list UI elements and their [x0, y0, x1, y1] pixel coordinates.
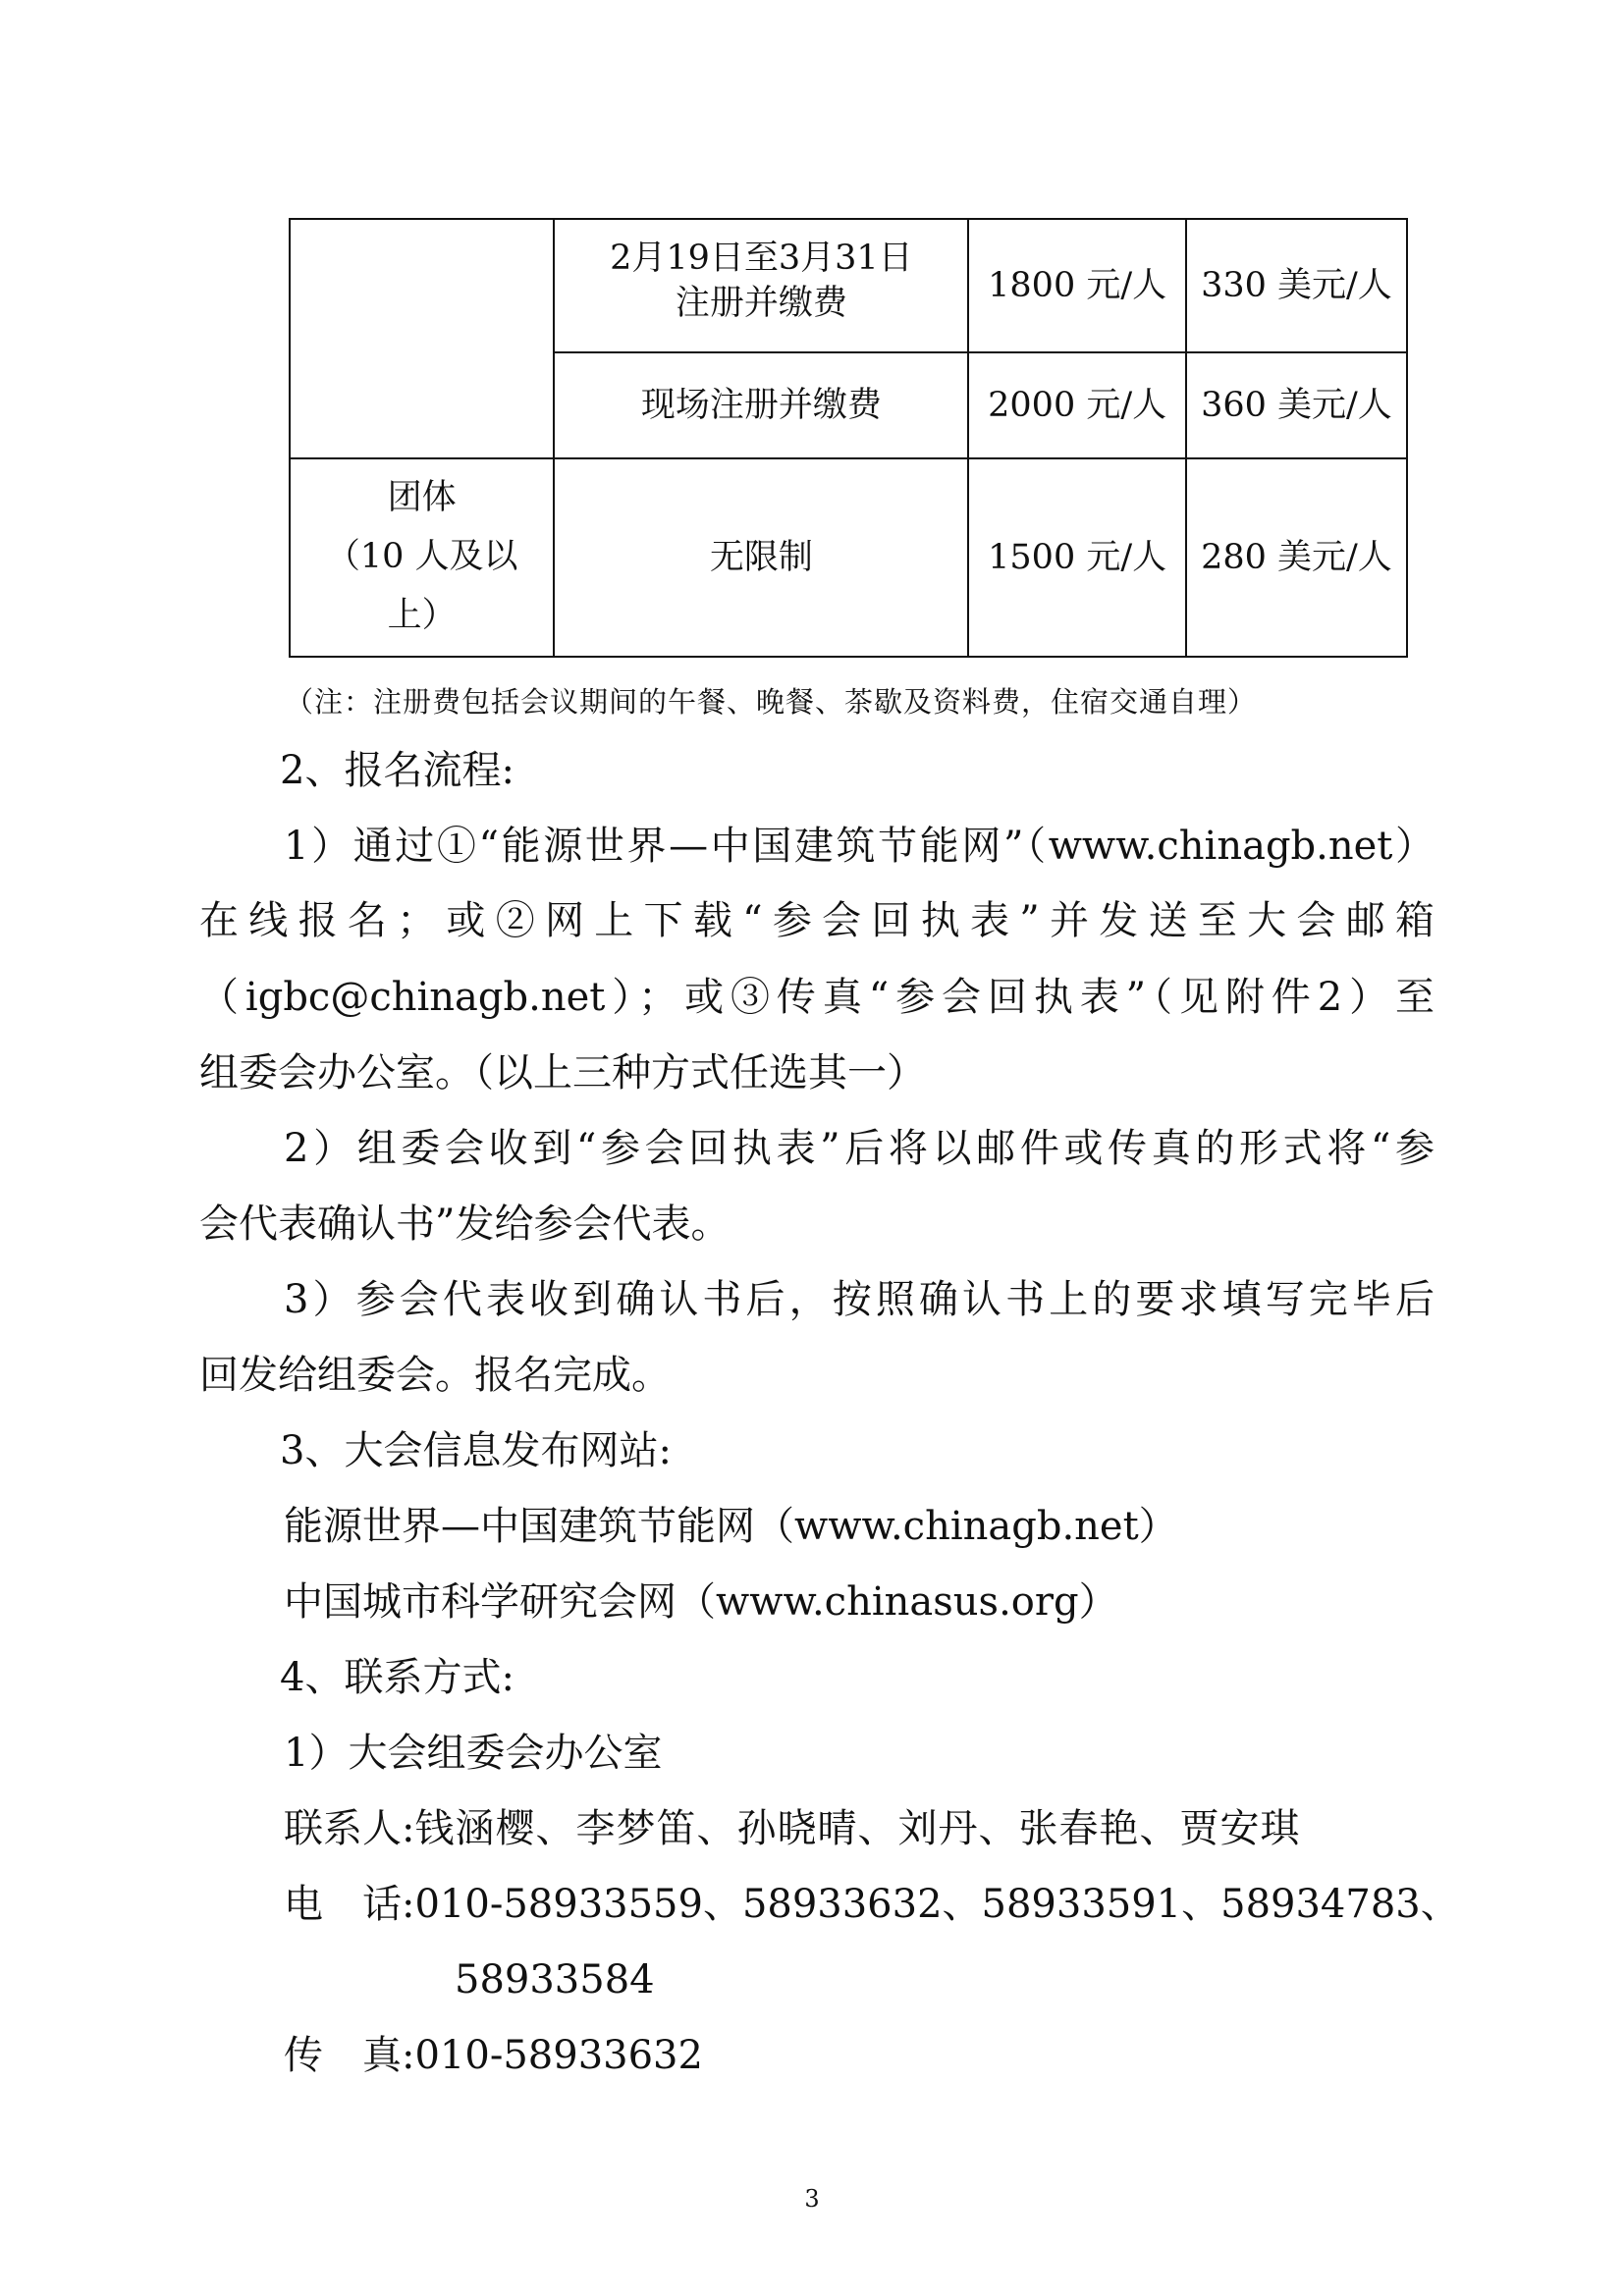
table-row	[290, 219, 1407, 352]
fee-category-cell	[290, 219, 554, 458]
contact-names: 钱涵樱、李梦笛、孙晓晴、刘丹、张春艳、贾安琪	[414, 1806, 1301, 1851]
fee-usd-cell: 280 美元/人	[1186, 458, 1407, 657]
fax-label: 传 真:	[284, 2033, 415, 2078]
contact-line	[284, 1804, 1300, 1853]
section-heading: 3、大会信息发布网站:	[280, 1428, 672, 1473]
step3-line: 3）参会代表收到确认书后，按照确认书上的要求填写完毕后	[284, 1277, 1435, 1322]
section-heading: 4、联系方式:	[280, 1655, 514, 1700]
page-number: 3	[804, 2185, 820, 2213]
fee-usd-cell: 330 美元/人	[1186, 219, 1407, 352]
step1-line: 1）通过①“能源世界—中国建筑节能网”（www.chinagb.net）	[284, 824, 1435, 869]
step2-line: 2）组委会收到“参会回执表”后将以邮件或传真的形式将“参	[284, 1126, 1435, 1171]
phone-label: 电 话:	[284, 1882, 415, 1927]
section-heading: 2、报名流程:	[280, 748, 514, 793]
step1-line: 在线报名；或②网上下载“参会回执表”并发送至大会邮箱	[199, 898, 1435, 943]
step2-line: 会代表确认书”发给参会代表。	[199, 1201, 731, 1247]
fee-category: 团体 （10 人及以 上）	[325, 477, 518, 635]
fee-period-cell: 无限制	[554, 458, 968, 657]
fee-category-cell	[290, 458, 554, 657]
step3-line: 回发给组委会。报名完成。	[199, 1353, 671, 1398]
fee-note: （注：注册费包括会议期间的午餐、晚餐、茶歇及资料费，住宿交通自理）	[285, 685, 1258, 719]
fee-cny-cell: 2000 元/人	[968, 352, 1186, 458]
phone-numbers-continued: 58933584	[455, 1957, 655, 2002]
contact-label: 联系人:	[284, 1806, 415, 1851]
website-line: 能源世界—中国建筑节能网（www.chinagb.net）	[284, 1504, 1178, 1549]
fee-period: 2月19日至3月31日 注册并缴费	[610, 239, 913, 323]
office-line: 1）大会组委会办公室	[284, 1731, 663, 1776]
fax-number: 010-58933632	[414, 2033, 703, 2078]
fee-cny-cell: 1800 元/人	[968, 219, 1186, 352]
website-line: 中国城市科学研究会网（www.chinasus.org）	[284, 1579, 1118, 1625]
table-row	[290, 458, 1407, 657]
fee-period-cell: 现场注册并缴费	[554, 352, 968, 458]
fax-line	[284, 2031, 703, 2080]
registration-fee-table	[289, 218, 1408, 658]
step1-line: 组委会办公室。（以上三种方式任选其一）	[199, 1050, 926, 1095]
phone-line	[284, 1880, 1460, 1929]
phone-numbers: 010-58933559、58933632、58933591、58934783、	[414, 1882, 1460, 1927]
step1-line: （igbc@chinagb.net）；或③传真“参会回执表”（见附件2）至	[199, 975, 1435, 1020]
fee-period-cell	[554, 219, 968, 352]
fee-usd-cell: 360 美元/人	[1186, 352, 1407, 458]
fee-cny-cell: 1500 元/人	[968, 458, 1186, 657]
